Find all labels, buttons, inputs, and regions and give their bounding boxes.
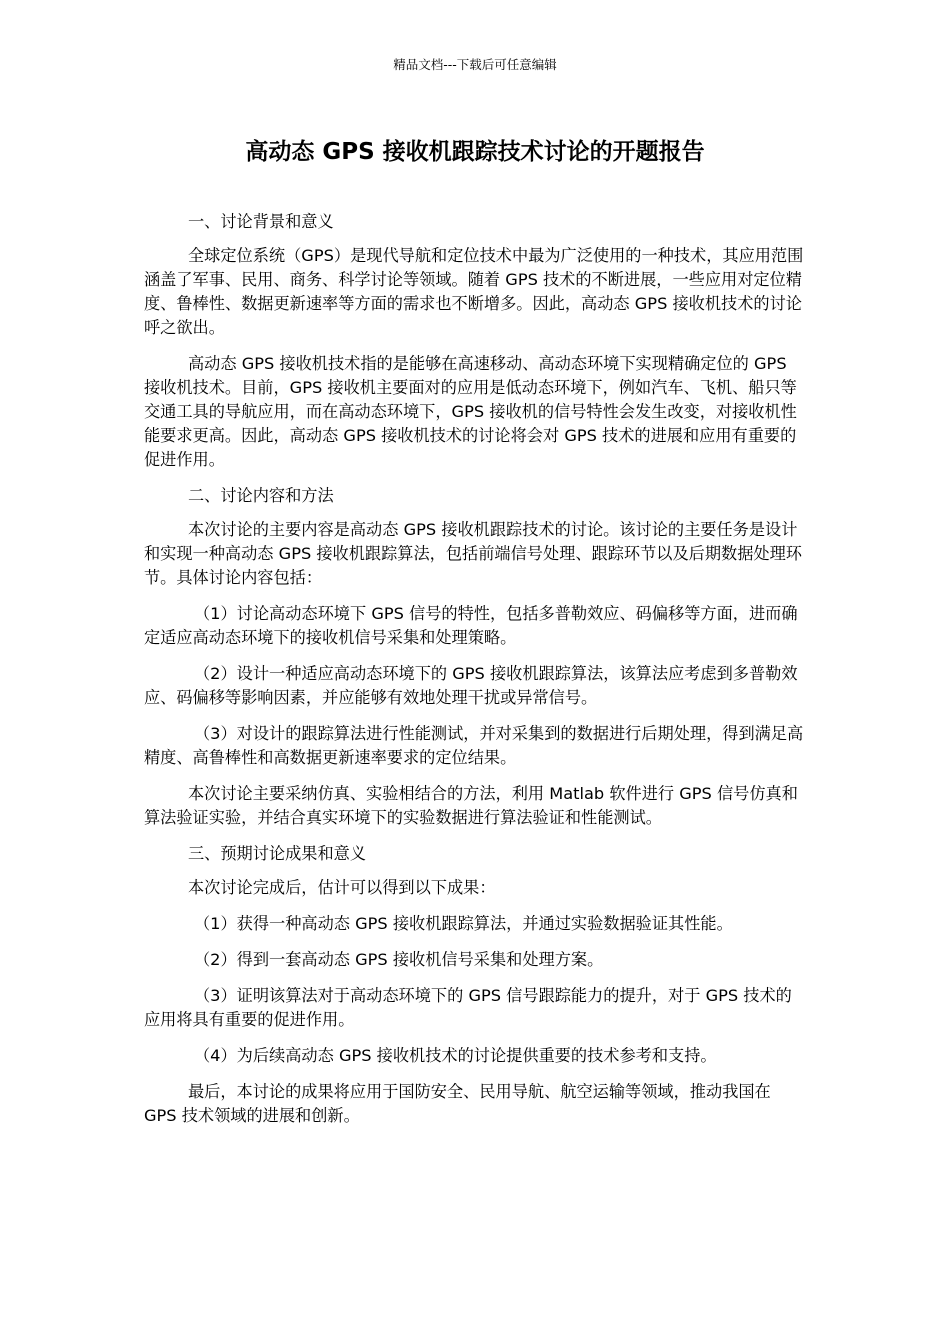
page-header: 精品文档---下载后可任意编辑 xyxy=(393,57,557,72)
list-item: （3）证明该算法对于高动态环境下的 GPS 信号跟踪能力的提升，对于 GPS 技术的应用将具有重要的促进作用。 xyxy=(144,986,792,1029)
list-item: （1）讨论高动态环境下 GPS 信号的特性，包括多普勒效应、码偏移等方面，进而确定适应高动态环境下的接收机信号采集和处理策略。 xyxy=(144,604,798,647)
paragraph: 本次讨论完成后，估计可以得到以下成果： xyxy=(188,878,496,897)
section-heading-expected-results: 三、预期讨论成果和意义 xyxy=(188,844,367,863)
list-item: （4）为后续高动态 GPS 接收机技术的讨论提供重要的技术参考和支持。 xyxy=(194,1046,717,1065)
document-body xyxy=(144,210,806,1140)
paragraph: 本次讨论主要采纳仿真、实验相结合的方法，利用 Matlab 软件进行 GPS 信号仿真和算法验证实验，并结合真实环境下的实验数据进行算法验证和性能测试。 xyxy=(144,784,798,827)
paragraph: 高动态 GPS 接收机技术指的是能够在高速移动、高动态环境下实现精确定位的 GPS 接收机技术。目前，GPS 接收机主要面对的应用是低动态环境下，例如汽车、飞机、船只等交通工具的导航应用，而在高动态环境下，GPS 接收机的信号特性会发生改变，对接收机性能要求更高。因此，高动态 GPS 接收机技术的讨论将会对 GPS 技术的进展和应用有重要的促进作用。 xyxy=(144,354,797,469)
list-item: （2）得到一套高动态 GPS 接收机信号采集和处理方案。 xyxy=(194,950,604,969)
document-title: 高动态 GPS 接收机跟踪技术讨论的开题报告 xyxy=(245,139,705,165)
paragraph: 最后，本讨论的成果将应用于国防安全、民用导航、航空运输等领域，推动我国在 GPS 技术领域的进展和创新。 xyxy=(144,1082,771,1125)
list-item: （3）对设计的跟踪算法进行性能测试，并对采集到的数据进行后期处理，得到满足高精度、高鲁棒性和高数据更新速率要求的定位结果。 xyxy=(144,724,804,767)
paragraph: 本次讨论的主要内容是高动态 GPS 接收机跟踪技术的讨论。该讨论的主要任务是设计和实现一种高动态 GPS 接收机跟踪算法，包括前端信号处理、跟踪环节以及后期数据处理环节。具体讨论内容包括： xyxy=(144,520,802,587)
section-heading-content-method: 二、讨论内容和方法 xyxy=(188,486,334,505)
list-item: （1）获得一种高动态 GPS 接收机跟踪算法，并通过实验数据验证其性能。 xyxy=(194,914,733,933)
paragraph: 全球定位系统（GPS）是现代导航和定位技术中最为广泛使用的一种技术，其应用范围涵盖了军事、民用、商务、科学讨论等领域。随着 GPS 技术的不断进展，一些应用对定位精度、鲁棒性、数据更新速率等方面的需求也不断增多。因此，高动态 GPS 接收机技术的讨论呼之欲出。 xyxy=(144,246,804,337)
list-item: （2）设计一种适应高动态环境下的 GPS 接收机跟踪算法，该算法应考虑到多普勒效应、码偏移等影响因素，并应能够有效地处理干扰或异常信号。 xyxy=(144,664,798,707)
section-heading-background: 一、讨论背景和意义 xyxy=(188,212,334,231)
